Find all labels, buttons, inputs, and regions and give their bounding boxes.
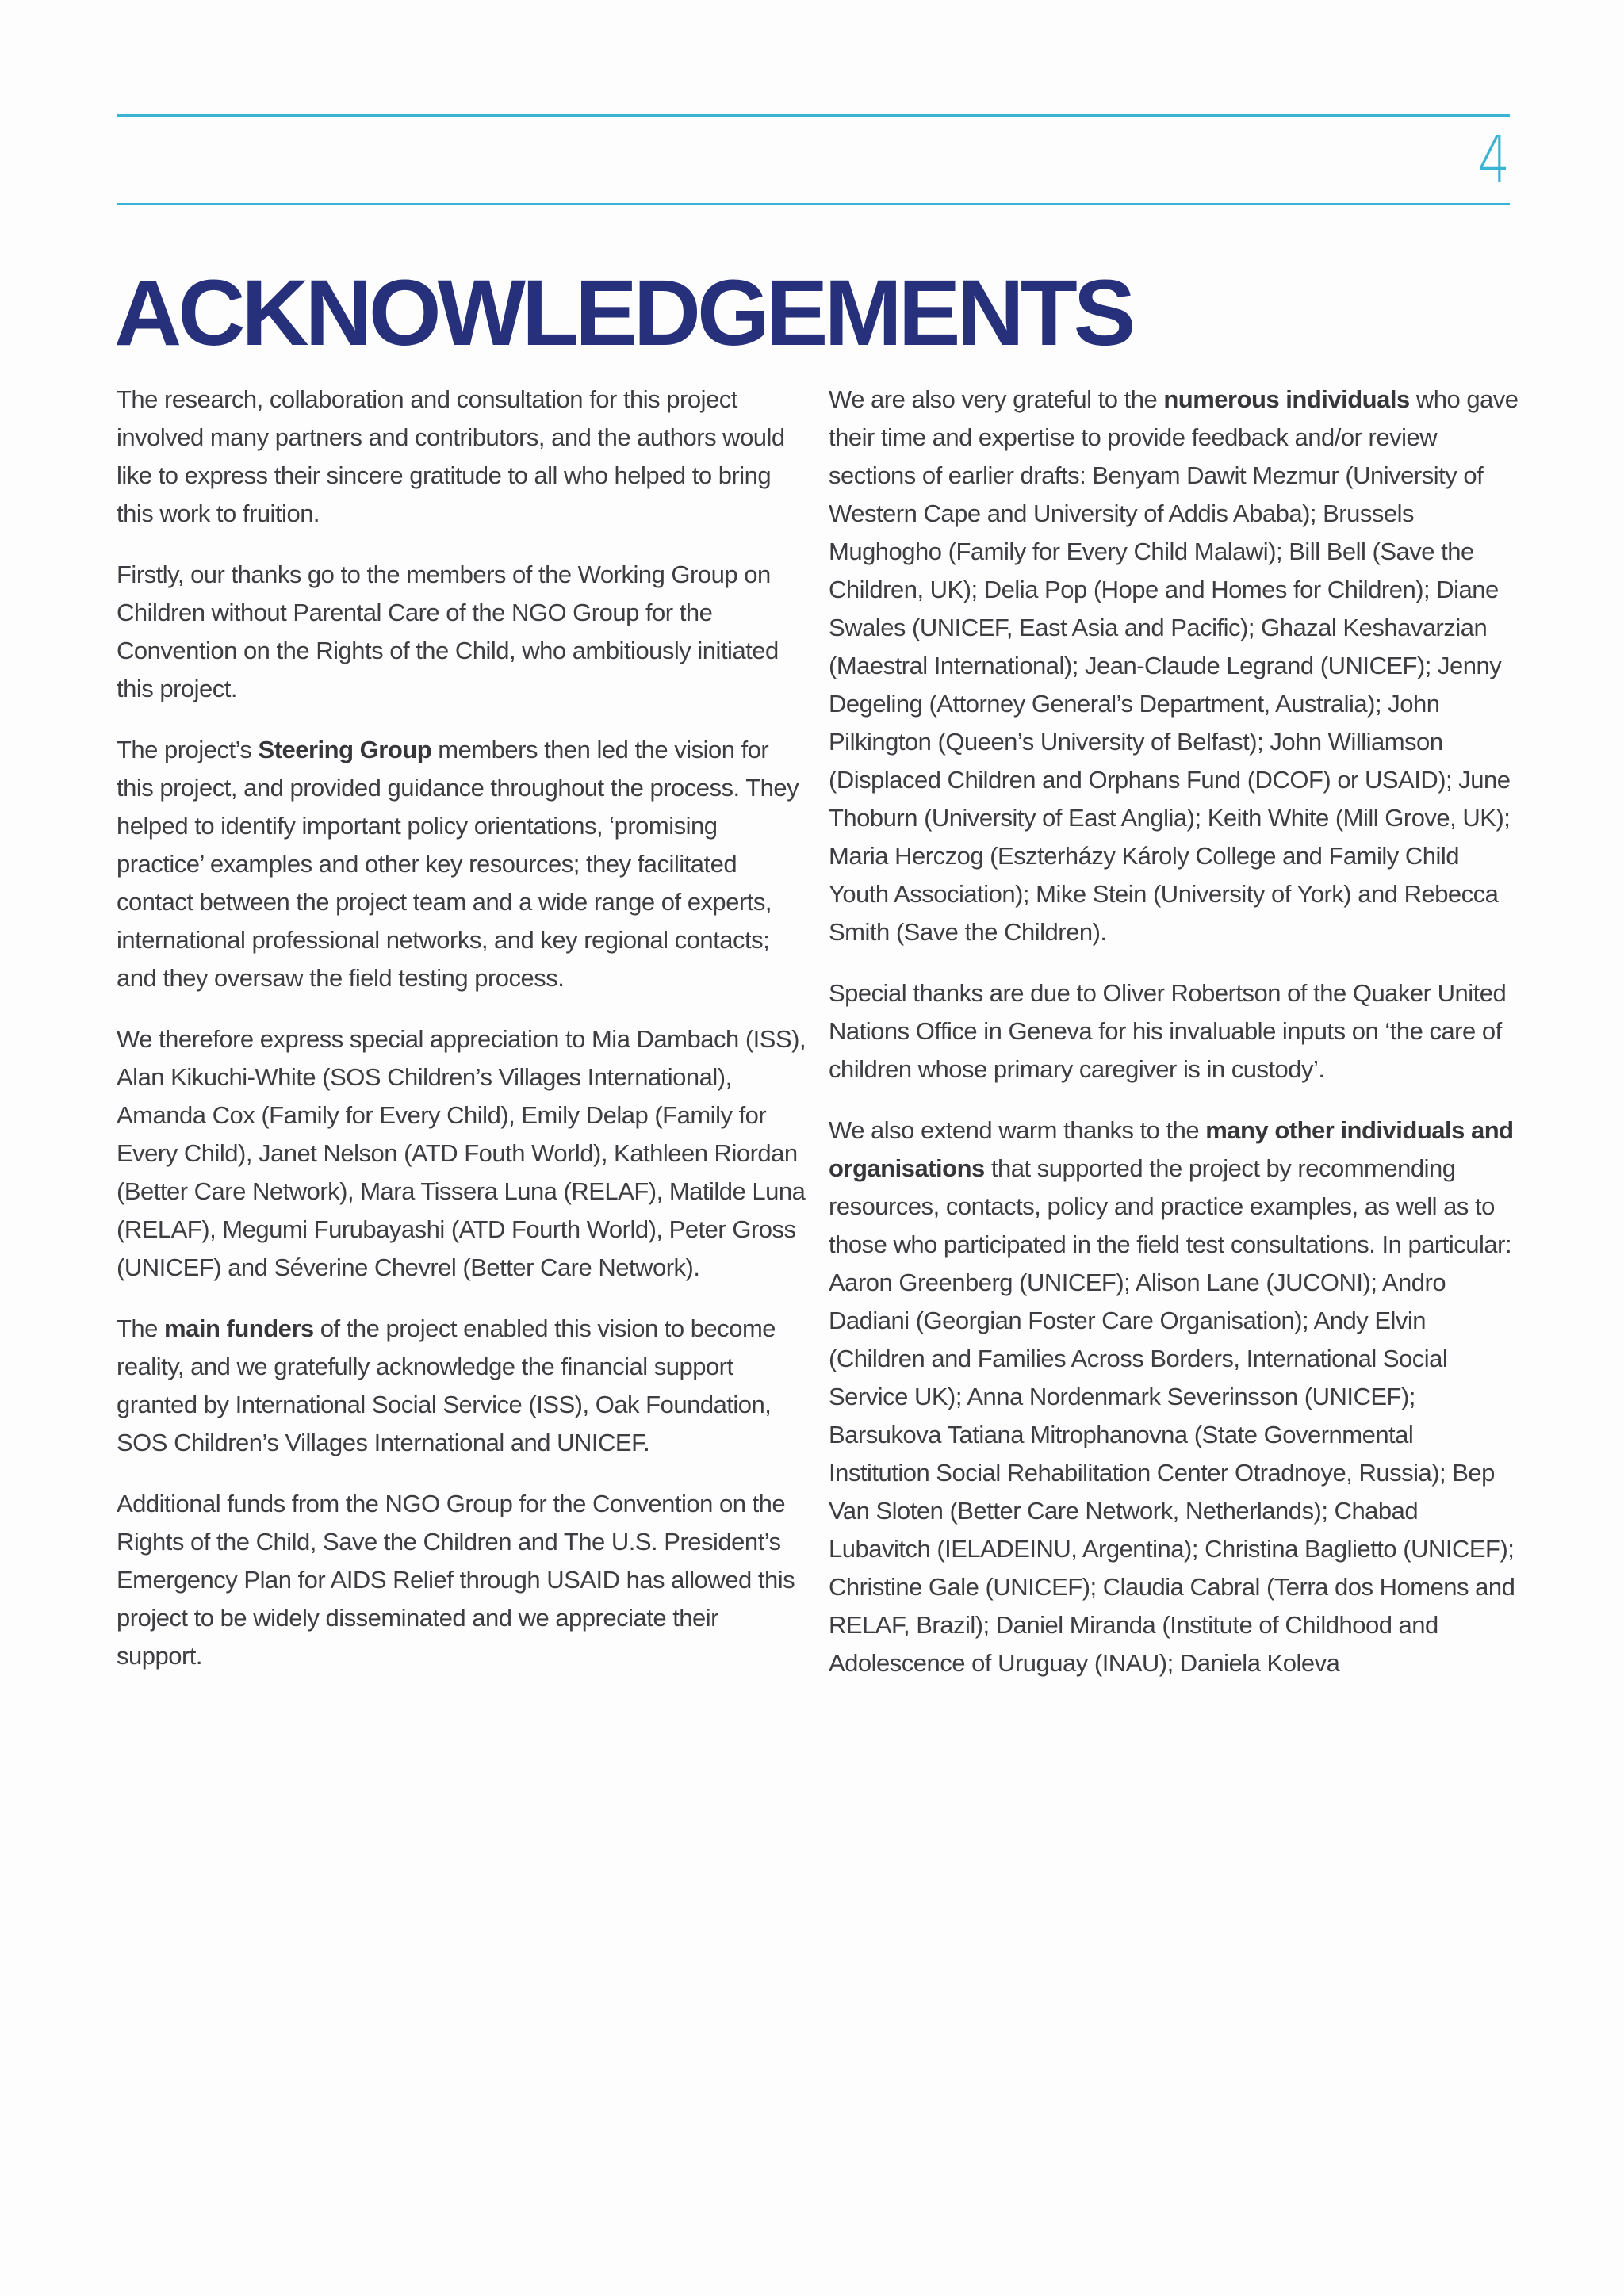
reviewers-text-pre: We are also very grateful to the	[829, 385, 1164, 413]
right-column	[829, 381, 1519, 1705]
additional-funds-paragraph: Additional funds from the NGO Group for the Convention on the Rights of the Child, Save the Children and The U.S. President’s Emergency Plan for AIDS Relief through USAID has allowed this project to be widely disseminated and we appreciate their support.	[117, 1490, 795, 1670]
steering-group-text-pre: The project’s	[117, 736, 259, 763]
reviewers-text-post: who gave their time and expertise to provide feedback and/or review sections of earlier drafts: Benyam Dawit Mezmur (University of Western Cape and University of Addis Ababa); Brussels Mughogho (Family for Every Child Malawi); Bill Bell (Save the Children, UK); Delia Pop (Hope and Homes for Children); Diane Swales (UNICEF, East Asia and Pacific); Ghazal Keshavarzian (Maestral International); Jean-Claude Legrand (UNICEF); Jenny Degeling (Attorney General’s Department, Australia); John Pilkington (Queen’s University of Belfast); John Williamson (Displaced Children and Orphans Fund (DCOF) or USAID); June Thoburn (University of East Anglia); Keith White (Mill Grove, UK); Maria Herczog (Eszterházy Károly College and Family Child Youth Association); Mike Stein (University of York) and Rebecca Smith (Save the Children).	[829, 385, 1519, 946]
steering-group-paragraph	[117, 731, 806, 997]
left-column	[117, 381, 806, 1698]
other-individuals-text-pre: We also extend warm thanks to the	[829, 1116, 1206, 1144]
other-individuals-emphasis: many other individuals and organisations	[829, 1116, 1514, 1182]
steering-group-text-post: members then led the vision for this project, and provided guidance throughout the process. They helped to identify important policy orientations, ‘promising practice’ examples and other key resources; they facilitated contact between the project team and a wide range of experts, international professional networks, and key regional contacts; and they oversaw the field testing process.	[117, 736, 799, 992]
special-thanks-paragraph: Special thanks are due to Oliver Robertson of the Quaker United Nations Office in Geneva for his invaluable inputs on ‘the care of children whose primary caregiver is in custody’.	[829, 979, 1507, 1083]
main-funders-paragraph	[117, 1310, 806, 1462]
reviewers-emphasis: numerous individuals	[1163, 385, 1410, 413]
other-individuals-text-post: that supported the project by recommending resources, contacts, policy and practice examples, as well as to those who participated in the field test consultations. In particular: Aaron Greenberg (UNICEF); Alison Lane (JUCONI); Andro Dadiani (Georgian Foster Care Organisation); Andy Elvin (Children and Families Across Borders, International Social Service UK); Anna Nordenmark Severinsson (UNICEF); Barsukova Tatiana Mitrophanovna (State Governmental Institution Social Rehabilitation Center Otradnoye, Russia); Bep Van Sloten (Better Care Network, Netherlands); Chabad Lubavitch (IELADEINU, Argentina); Christina Baglietto (UNICEF); Christine Gale (UNICEF); Claudia Cabral (Terra dos Homens and RELAF, Brazil); Daniel Miranda (Institute of Childhood and Adolescence of Uruguay (INAU); Daniela Koleva	[829, 1154, 1515, 1677]
main-funders-text-post: of the project enabled this vision to become reality, and we gratefully acknowledge the financial support granted by International Social Service (ISS), Oak Foundation, SOS Children’s Villages International and UNICEF.	[117, 1314, 776, 1456]
page-number: 4	[1477, 123, 1510, 198]
main-funders-text-pre: The	[117, 1314, 165, 1342]
header-rule-bottom	[117, 203, 1510, 205]
steering-group-emphasis: Steering Group	[258, 736, 432, 763]
main-funders-emphasis: main funders	[164, 1314, 314, 1342]
intro-paragraph: The research, collaboration and consultation for this project involved many partners and contributors, and the authors would like to express their sincere gratitude to all who helped to bring this work to fruition.	[117, 385, 785, 527]
other-individuals-paragraph	[829, 1112, 1519, 1682]
reviewers-paragraph	[829, 381, 1519, 951]
header-rule-top	[117, 114, 1510, 117]
page-title: ACKNOWLEDGEMENTS	[114, 261, 1132, 365]
special-appreciation-paragraph: We therefore express special appreciation to Mia Dambach (ISS), Alan Kikuchi-White (SOS Children’s Villages International), Amanda Cox (Family for Every Child), Emily Delap (Family for Every Child), Janet Nelson (ATD Fouth World), Kathleen Riordan (Better Care Network), Mara Tissera Luna (RELAF), Matilde Luna (RELAF), Megumi Furubayashi (ATD Fourth World), Peter Gross (UNICEF) and Séverine Chevrel (Better Care Network).	[117, 1025, 806, 1281]
working-group-paragraph: Firstly, our thanks go to the members of the Working Group on Children without Parental Care of the NGO Group for the Convention on the Rights of the Child, who ambitiously initiated this project.	[117, 561, 779, 702]
